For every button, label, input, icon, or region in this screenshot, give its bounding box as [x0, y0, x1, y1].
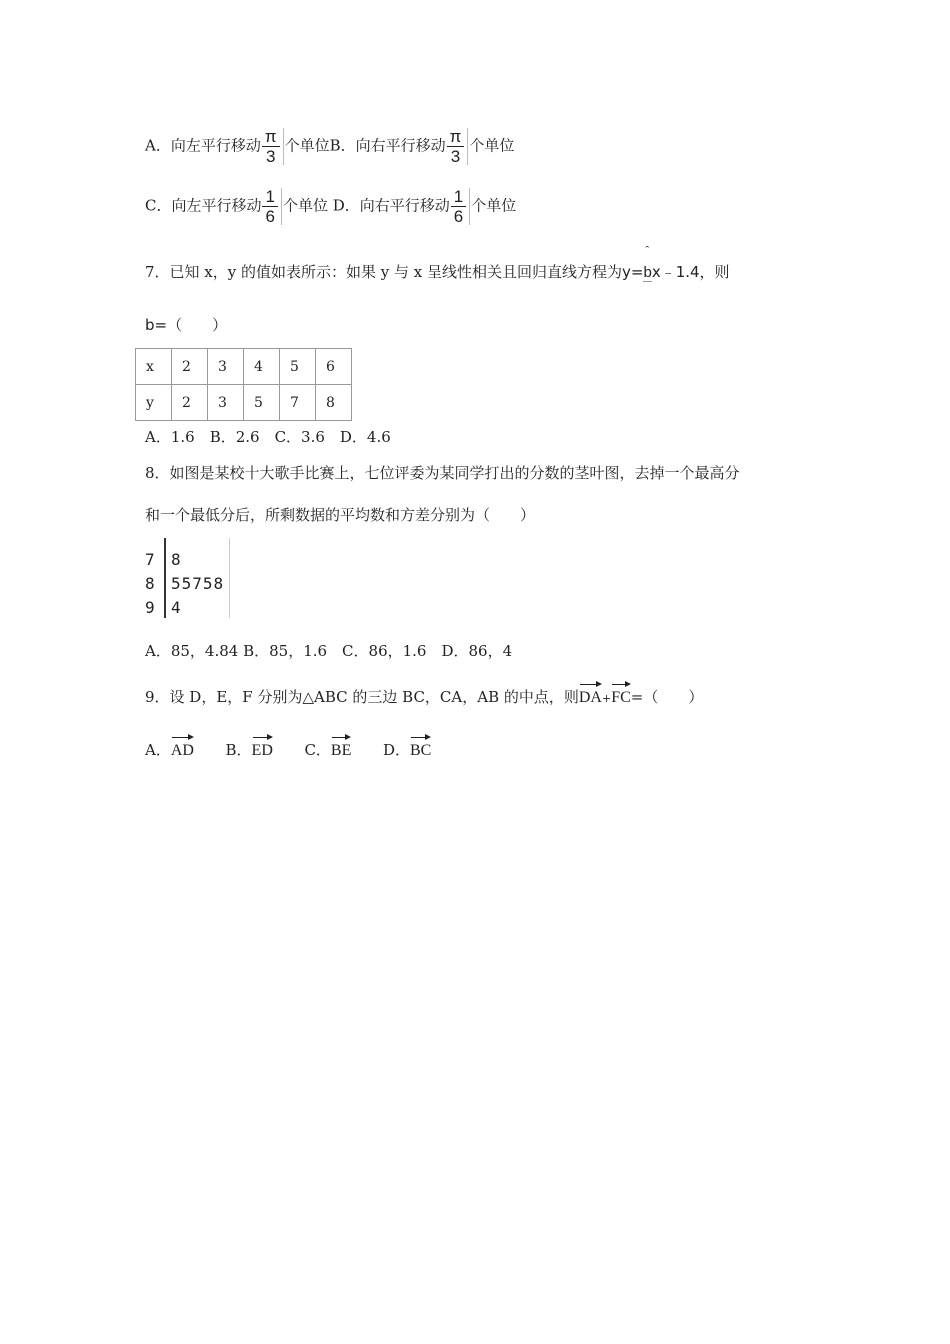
fraction-1-over-6: $\frac{1}{6}$ — [451, 188, 470, 225]
stem-leaf-divider — [164, 538, 166, 618]
vector-ad: AD — [171, 735, 194, 761]
table-cell: 2 — [172, 385, 208, 421]
q6-option-d-text: D．向右平行移动 — [332, 196, 450, 215]
fraction-pi-over-3: $\frac{\pi}{3}$ — [447, 128, 469, 165]
q9-option-d-label: D． — [382, 741, 410, 759]
q9-option-c-label: C． — [304, 741, 331, 759]
vector-bc: BC — [410, 735, 431, 761]
q6-option-c-text: C．向左平行移动 — [145, 196, 262, 215]
fraction-1-over-6: $\frac{1}{6}$ — [262, 188, 281, 225]
stem-leaf-plot: 7 8 8 55758 9 4 — [143, 538, 230, 618]
q8-options: A．85，4.84 B．85，1.6 C．86，1.6 D．86，4 — [145, 642, 513, 660]
q8-stem-line1: 8．如图是某校十大歌手比赛上，七位评委为某同学打出的分数的茎叶图，去掉一个最高分 — [145, 464, 740, 482]
q9-stem: 9．设 D，E，F 分别为△ABC 的三边 BC，CA，AB 的中点，则 DA+ FC=（ ） — [145, 682, 703, 709]
q7-options: A．1.6 B．2.6 C．3.6 D．4.6 — [145, 428, 391, 446]
table-cell: 5 — [280, 349, 316, 385]
table-cell: 8 — [316, 385, 352, 421]
table-cell: 4 — [244, 349, 280, 385]
table-cell: 6 — [316, 349, 352, 385]
vector-be: BE — [331, 735, 351, 761]
q9-option-b-label: B． — [225, 741, 252, 759]
q9-options — [145, 735, 431, 761]
table-cell: x — [136, 349, 172, 385]
q7-xy-table — [135, 348, 352, 421]
q6-option-a-text: A．向左平行移动 — [145, 136, 261, 155]
table-cell: 3 — [208, 385, 244, 421]
table-cell: 5 — [244, 385, 280, 421]
table-row — [136, 385, 352, 421]
q7-stem: 7．已知 x，y 的值如表所示：如果 y 与 x 呈线性相关且回归直线方程为y= ˆ bx﹣1.4，则 — [145, 245, 730, 281]
vector-ed: ED — [252, 735, 273, 761]
q6-options-cd: C．向左平行移动 $\frac{1}{6}$ 个单位 D．向右平行移动 $\frac{1}{6}$ 个单位 — [145, 187, 517, 226]
table-cell: 2 — [172, 349, 208, 385]
b-hat-symbol: ˆ b — [643, 245, 652, 281]
table-cell: y — [136, 385, 172, 421]
fraction-pi-over-3: $\frac{\pi}{3}$ — [262, 128, 284, 165]
vector-da: DA — [579, 682, 602, 708]
q9-option-a-label: A． — [145, 741, 171, 759]
vector-fc: FC — [611, 682, 631, 708]
q8-stem-line2: 和一个最低分后，所剩数据的平均数和方差分别为（ ） — [145, 506, 536, 524]
table-cell: 3 — [208, 349, 244, 385]
q6-option-b-text: B．向右平行移动 — [329, 136, 446, 155]
q7-blank: b=（ ） — [145, 316, 228, 334]
table-cell: 7 — [280, 385, 316, 421]
q6-options-ab: A．向左平行移动 $\frac{\pi}{3}$ 个单位B．向右平行移动 $\frac{\pi}{3}$ 个单位 — [145, 127, 515, 166]
table-row — [136, 349, 352, 385]
